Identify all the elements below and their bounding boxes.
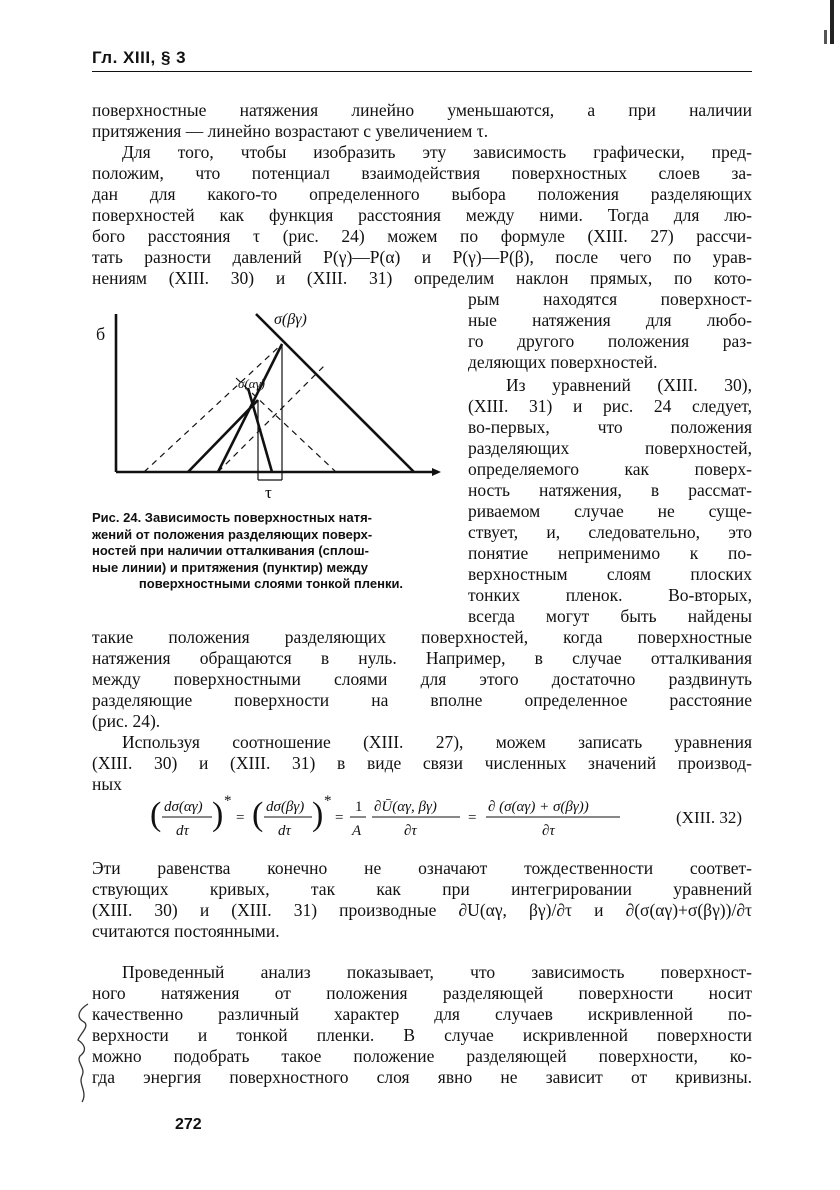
star-1: *	[224, 793, 232, 809]
paragraph-1	[92, 100, 752, 142]
dashed-line-3	[218, 364, 326, 472]
text-line: верхностным слоям плоских	[468, 564, 752, 584]
lhs1-numerator: dσ(αγ)	[164, 799, 203, 815]
text-line: ность натяжения, в рассмат-	[468, 480, 752, 500]
sigma-alpha-label: σ(αγ)	[238, 376, 266, 391]
sigma-beta-falling-solid	[256, 314, 414, 472]
text-line: Для того, чтобы изобразить эту зависимость графически, пред-	[122, 142, 752, 162]
text-line: дан для какого-то определенного выбора положения разделяющих	[92, 184, 752, 204]
text-line: ствует, и, следовательно, это	[468, 522, 752, 542]
text-line: понятие неприменимо к по-	[468, 543, 752, 563]
text-line: верхности и тонкой пленки. В случае искривленной поверхности	[92, 1025, 752, 1045]
text-line: (рис. 24).	[92, 711, 161, 731]
equals-2: =	[335, 810, 344, 826]
handwritten-margin-mark	[70, 1000, 96, 1105]
star-2: *	[324, 793, 332, 809]
caption-line: поверхностными слоями тонкой пленки.	[138, 576, 404, 591]
text-line: Эти равенства конечно не означают тождественности соответ-	[92, 858, 752, 878]
text-line: ного натяжения от положения разделяющей поверхности носит	[92, 983, 752, 1003]
lhs2-numerator: dσ(βγ)	[266, 799, 305, 815]
text-line: такие положения разделяющих поверхностей, когда поверхностные	[92, 627, 752, 647]
paragraph-5	[92, 858, 752, 942]
text-line: нениям (XIII. 30) и (XIII. 31) определим наклон прямых, по кото-	[92, 268, 752, 288]
text-line: ные натяжения для любо-	[468, 310, 752, 330]
rhs-numerator: ∂ (σ(αγ) + σ(βγ))	[488, 799, 589, 815]
text-line: риваемом случае не суще-	[468, 501, 752, 521]
text-line: можно подобрать такое положение разделяющей поверхности, ко-	[92, 1046, 752, 1066]
rparen-1: )	[212, 796, 224, 833]
rhs-denominator: ∂τ	[542, 823, 555, 839]
caption-line: жений от положения разделяющих поверх-	[92, 526, 373, 542]
text-line: Проведенный анализ показывает, что зависимость поверхност-	[122, 962, 752, 982]
lparen-2: (	[252, 796, 264, 833]
page-number: 272	[175, 1116, 202, 1133]
sigma-beta-label: σ(βγ)	[274, 311, 307, 328]
paragraph-3-continued	[92, 627, 752, 732]
rparen-2: )	[312, 796, 324, 833]
coef-denominator: A	[352, 823, 362, 839]
text-line: ных	[92, 774, 122, 794]
coef-numerator: 1	[355, 799, 363, 815]
paragraph-3	[468, 375, 752, 627]
figure-24	[96, 300, 444, 515]
caption-line: ностей при наличии отталкивания (сплош-	[92, 543, 369, 558]
x-axis-label-tau: τ	[265, 483, 272, 502]
text-line: деляющих поверхностей.	[468, 352, 658, 372]
caption-line: Рис. 24. Зависимость поверхностных натя-	[92, 510, 373, 525]
x-axis-arrow	[432, 468, 441, 476]
lhs2-denominator: dτ	[278, 823, 291, 839]
text-line: поверхностей как функция расстояния между ними. Тогда для лю-	[92, 205, 752, 225]
text-line: между поверхностными слоями для этого достаточно раздвинуть	[92, 669, 752, 689]
text-line: всегда могут быть найдены	[468, 606, 752, 626]
text-line: поверхностные натяжения линейно уменьшаются, а при наличии	[92, 100, 752, 120]
text-line: (XIII. 30) и (XIII. 31) в виде связи численных значений производ-	[92, 753, 752, 773]
text-line: го другого положения раз-	[468, 331, 752, 351]
text-line: считаются постоянными.	[92, 921, 280, 941]
text-line: Используя соотношение (XIII. 27), можем записать уравнения	[122, 732, 752, 752]
text-line: тонких пленок. Во-вторых,	[468, 585, 752, 605]
header-rule	[92, 71, 752, 72]
running-head: Гл. XIII, § 3	[92, 48, 187, 67]
dashed-line-1	[144, 344, 282, 472]
text-line: Из уравнений (XIII. 30),	[506, 375, 752, 395]
text-line: притяжения — линейно возрастают с увеличением τ.	[92, 121, 489, 141]
text-line: разделяющих поверхностей,	[468, 438, 752, 458]
equals-3: =	[468, 810, 477, 826]
text-line: разделяющие поверхности на вполне определенное расстояние	[92, 690, 752, 710]
equals-1: =	[236, 810, 245, 826]
paragraph-4	[92, 732, 752, 795]
caption-line: ные линии) и притяжения (пунктир) между	[92, 559, 369, 575]
text-line: тать разности давлений P(γ)—P(α) и P(γ)—P(β), после чего по урав-	[92, 247, 752, 267]
y-axis-label: б	[96, 324, 106, 344]
paragraph-2	[92, 142, 752, 289]
dashed-line-2	[236, 378, 336, 472]
text-line: бого расстояния τ (рис. 24) можем по формуле (XIII. 27) рассчи-	[92, 226, 752, 246]
equation-number: (XIII. 32)	[676, 808, 743, 827]
text-line: положим, что потенциал взаимодействия поверхностных слоев за-	[92, 163, 752, 183]
text-line: определяемого как поверх-	[468, 459, 752, 479]
text-line: натяжения обращаются в нуль. Например, в случае отталкивания	[92, 648, 752, 668]
text-line: во-первых, что положения	[468, 417, 752, 437]
paragraph-2-continued	[468, 289, 752, 373]
text-line: рым находятся поверхност-	[468, 289, 752, 309]
mid-denominator: ∂τ	[404, 823, 417, 839]
figure-caption	[92, 510, 450, 593]
scan-edge-mark	[816, 0, 836, 58]
equation-xiii-32	[150, 793, 755, 843]
text-line: гда энергия поверхностного слоя явно не зависит от кривизны.	[92, 1067, 752, 1087]
text-line: (XIII. 31) и рис. 24 следует,	[468, 396, 752, 416]
text-line: ствующих кривых, так как при интегрировании уравнений	[92, 879, 752, 899]
mid-numerator: ∂Ū(αγ, βγ)	[374, 799, 437, 815]
paragraph-6	[92, 962, 752, 1088]
lparen-1: (	[150, 796, 162, 833]
text-line: качественно различный характер для случаев искривленной по-	[92, 1004, 752, 1024]
text-line: (XIII. 30) и (XIII. 31) производные ∂U(αγ, βγ)/∂τ и ∂(σ(αγ)+σ(βγ))/∂τ	[92, 900, 752, 920]
lhs1-denominator: dτ	[176, 823, 189, 839]
